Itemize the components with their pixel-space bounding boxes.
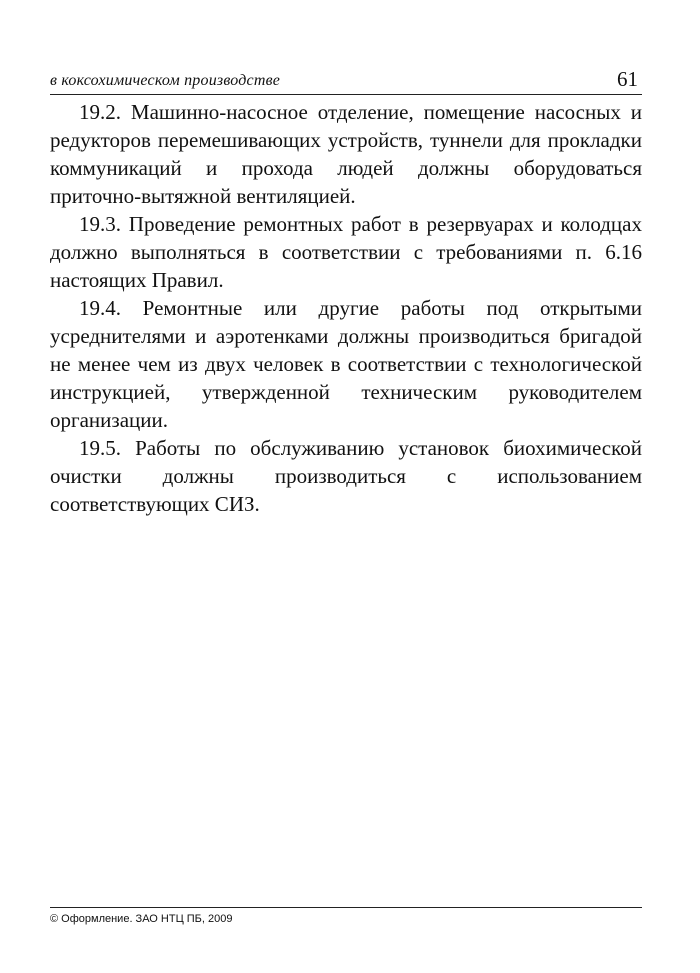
page-number: 61 — [617, 67, 638, 91]
paragraph-19-5: 19.5. Работы по обслуживанию установок биохимической очистки должны производиться с использованием соответствующих СИЗ. — [50, 436, 642, 516]
body-text — [50, 98, 642, 518]
paragraph-19-4: 19.4. Ремонтные или другие работы под открытыми усреднителями и аэротенками должны производиться бригадой не менее чем из двух человек в соответствии с технологической инструкцией, утвержденной техническим руководителем организации. — [50, 296, 642, 432]
paragraph-19-3: 19.3. Проведение ремонтных работ в резервуарах и колодцах должно выполняться в соответствии с требованиями п. 6.16 настоящих Правил. — [50, 212, 642, 292]
paragraph-19-2: 19.2. Машинно-насосное отделение, помещение насосных и редукторов перемешивающих устройств, туннели для прокладки коммуникаций и прохода людей должны оборудоваться приточно-вытяжной вентиляцией. — [50, 100, 642, 208]
page-footer — [50, 907, 642, 925]
page-header — [50, 64, 642, 95]
copyright-note: © Оформление. ЗАО НТЦ ПБ, 2009 — [50, 913, 233, 925]
running-title: в коксохимическом производстве — [50, 72, 281, 89]
